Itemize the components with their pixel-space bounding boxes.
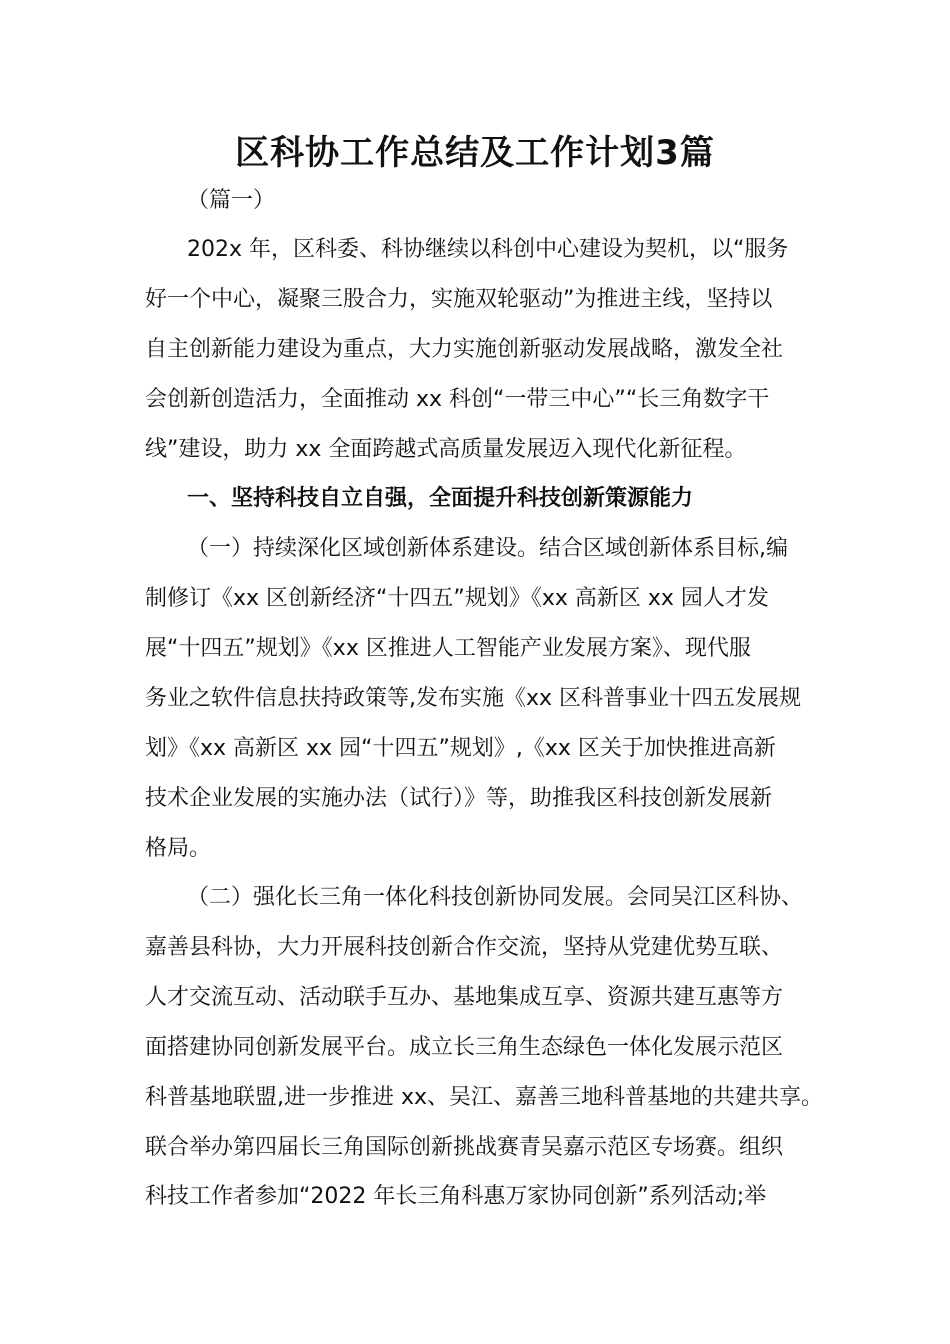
section-heading: 一、坚持科技自立自强，全面提升科技创新策源能力 [187,486,694,511]
paragraph-line: 制修订《xx 区创新经济“十四五”规划》《xx 高新区 xx 园人才发 [145,586,769,611]
paragraph-line: 嘉善县科协，大力开展科技创新合作交流，坚持从党建优势互联、 [145,935,784,960]
paragraph-line: 技术企业发展的实施办法（试行）》等，助推我区科技创新发展新 [145,786,773,811]
paragraph-line: （一）持续深化区域创新体系建设。结合区域创新体系目标,编 [187,536,788,561]
paragraph-line: 科普基地联盟,进一步推进 xx、吴江、嘉善三地科普基地的共建共享。 [145,1085,824,1110]
paragraph-line: 划》《xx 高新区 xx 园“十四五”规划》,《xx 区关于加快推进高新 [145,736,776,761]
paragraph-line: 格局。 [145,836,212,861]
paragraph-line: 展“十四五”规划》《xx 区推进人工智能产业发展方案》、现代服 [145,636,751,661]
paragraph-line: （二）强化长三角一体化科技创新协同发展。会同吴江区科协、 [187,885,804,910]
part-label: （篇一） [187,188,276,213]
paragraph-line: 202x 年，区科委、科协继续以科创中心建设为契机，以“服务 [187,237,789,262]
paragraph-line: 人才交流互动、活动联手互办、基地集成互享、资源共建互惠等方 [145,985,784,1010]
paragraph-line: 联合举办第四届长三角国际创新挑战赛青吴嘉示范区专场赛。组织 [145,1135,784,1160]
paragraph-line: 面搭建协同创新发展平台。成立长三角生态绿色一体化发展示范区 [145,1035,784,1060]
paragraph-line: 会创新创造活力，全面推动 xx 科创“一带三中心”“长三角数字干 [145,387,770,412]
paragraph-line: 自主创新能力建设为重点，大力实施创新驱动发展战略，激发全社 [145,337,784,362]
paragraph-line: 线”建设，助力 xx 全面跨越式高质量发展迈入现代化新征程。 [145,437,747,462]
document-title: 区科协工作总结及工作计划3篇 [235,133,715,173]
paragraph-line: 科技工作者参加“2022 年长三角科惠万家协同创新”系列活动;举 [145,1184,767,1209]
paragraph-line: 好一个中心，凝聚三股合力，实施双轮驱动”为推进主线，坚持以 [145,287,773,312]
paragraph-line: 务业之软件信息扶持政策等,发布实施《xx 区科普事业十四五发展规 [145,686,802,711]
